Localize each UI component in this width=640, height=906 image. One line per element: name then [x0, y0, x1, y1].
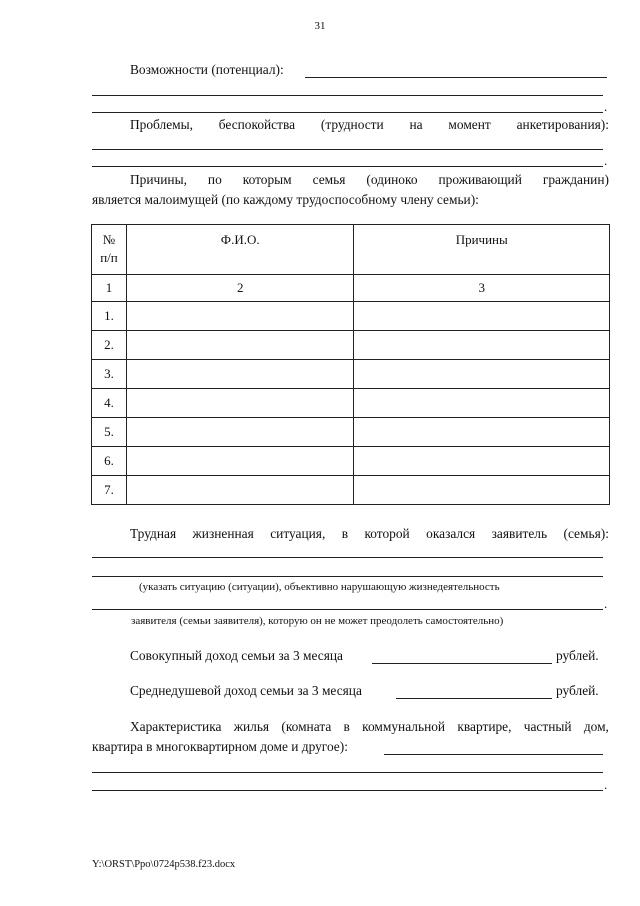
- name-cell[interactable]: [126, 331, 354, 360]
- header-number-symbol: №: [102, 232, 116, 247]
- housing-word: квартире,: [457, 719, 512, 734]
- header-number: [92, 225, 127, 275]
- header-name: Ф.И.О.: [126, 225, 354, 275]
- table-index-row: [92, 275, 610, 302]
- name-cell[interactable]: [126, 389, 354, 418]
- situation-word: которой: [364, 526, 410, 541]
- header-reasons: Причины: [354, 225, 610, 275]
- reasons-word: (одиноко: [366, 172, 418, 187]
- income-per-capita-field[interactable]: [396, 698, 552, 699]
- name-cell[interactable]: [126, 360, 354, 389]
- problems-period: .: [604, 153, 608, 168]
- reasons-table: [91, 224, 610, 505]
- opportunities-blank-3: [92, 112, 603, 113]
- housing-word: коммунальной: [362, 719, 446, 734]
- name-cell[interactable]: [126, 302, 354, 331]
- housing-word: в: [343, 719, 350, 734]
- reasons-word: которым: [242, 172, 292, 187]
- opportunities-period: .: [604, 99, 608, 114]
- reasons-word: Причины,: [130, 172, 187, 187]
- problems-word: (трудности: [320, 117, 384, 132]
- situation-period: .: [604, 596, 608, 611]
- table-row: [92, 447, 610, 476]
- table-row: [92, 476, 610, 505]
- table-row: [92, 302, 610, 331]
- table-header-row: [92, 225, 610, 275]
- reasons-word: по: [207, 172, 222, 187]
- row-number: 2.: [92, 331, 127, 360]
- header-number-abbr: п/п: [100, 250, 118, 265]
- problems-blank: [92, 149, 603, 150]
- reason-cell[interactable]: [354, 331, 610, 360]
- reason-cell[interactable]: [354, 476, 610, 505]
- page-number: 31: [314, 20, 326, 32]
- housing-field[interactable]: [384, 754, 603, 755]
- housing-label-line2: квартира в многоквартирном доме и другое):: [92, 739, 348, 754]
- opportunities-label: Возможности (потенциал):: [130, 62, 284, 77]
- income-per-capita-unit: рублей.: [556, 683, 599, 698]
- income-per-capita-label: Среднедушевой доход семьи за 3 месяца: [130, 683, 362, 698]
- reasons-word: семья: [312, 172, 346, 187]
- income-total-label: Совокупный доход семьи за 3 месяца: [130, 648, 343, 663]
- housing-period: .: [604, 777, 608, 792]
- situation-word: оказался: [426, 526, 476, 541]
- name-cell[interactable]: [126, 447, 354, 476]
- reasons-word: гражданин): [542, 172, 609, 187]
- housing-word: частный: [523, 719, 572, 734]
- housing-blank: [92, 772, 603, 773]
- row-number: 5.: [92, 418, 127, 447]
- problems-word: момент: [448, 117, 491, 132]
- problems-word: анкетирования):: [516, 117, 609, 132]
- housing-word: (комната: [281, 719, 332, 734]
- problems-word: на: [409, 117, 423, 132]
- name-cell[interactable]: [126, 418, 354, 447]
- situation-word: в: [341, 526, 349, 541]
- reasons-intro-line1: [130, 172, 609, 188]
- income-total-unit: рублей.: [556, 648, 599, 663]
- reason-cell[interactable]: [354, 360, 610, 389]
- situation-word: заявитель: [491, 526, 548, 541]
- row-number: 6.: [92, 447, 127, 476]
- opportunities-blank: [305, 77, 607, 78]
- index-cell: 3: [354, 275, 610, 302]
- table-row: [92, 360, 610, 389]
- situation-blank: [92, 557, 603, 558]
- row-number: 7.: [92, 476, 127, 505]
- situation-blank-2: [92, 576, 603, 577]
- index-cell: 1: [92, 275, 127, 302]
- situation-blank-3: [92, 609, 603, 610]
- row-number: 1.: [92, 302, 127, 331]
- problems-label: [130, 117, 609, 133]
- situation-note-1: (указать ситуацию (ситуации), объективно нарушающую жизнедеятельность: [139, 581, 500, 593]
- situation-word: жизненная: [192, 526, 254, 541]
- table-row: [92, 331, 610, 360]
- opportunities-blank-2: [92, 95, 603, 96]
- situation-word: Трудная: [130, 526, 177, 541]
- reasons-intro-line2: является малоимущей (по каждому трудоспособному члену семьи):: [92, 192, 479, 207]
- reason-cell[interactable]: [354, 447, 610, 476]
- table-row: [92, 418, 610, 447]
- name-cell[interactable]: [126, 476, 354, 505]
- housing-blank-2: [92, 790, 603, 791]
- row-number: 3.: [92, 360, 127, 389]
- reason-cell[interactable]: [354, 302, 610, 331]
- situation-word: ситуация,: [270, 526, 326, 541]
- housing-label-line1: [130, 719, 609, 735]
- housing-word: Характеристика: [130, 719, 222, 734]
- situation-label: [130, 526, 609, 542]
- reason-cell[interactable]: [354, 389, 610, 418]
- housing-word: жилья: [233, 719, 270, 734]
- row-number: 4.: [92, 389, 127, 418]
- income-total-field[interactable]: [372, 663, 552, 664]
- situation-word: (семья):: [563, 526, 609, 541]
- housing-word: дом,: [583, 719, 609, 734]
- reason-cell[interactable]: [354, 418, 610, 447]
- problems-word: Проблемы,: [130, 117, 193, 132]
- index-cell: 2: [126, 275, 354, 302]
- situation-note-2: заявителя (семьи заявителя), которую он не может преодолеть самостоятельно): [131, 615, 504, 627]
- problems-word: беспокойства: [218, 117, 296, 132]
- table-row: [92, 389, 610, 418]
- reasons-word: проживающий: [438, 172, 522, 187]
- problems-blank-2: [92, 166, 603, 167]
- footer-file-path: Y:\ORST\Ppo\0724p538.f23.docx: [92, 859, 236, 870]
